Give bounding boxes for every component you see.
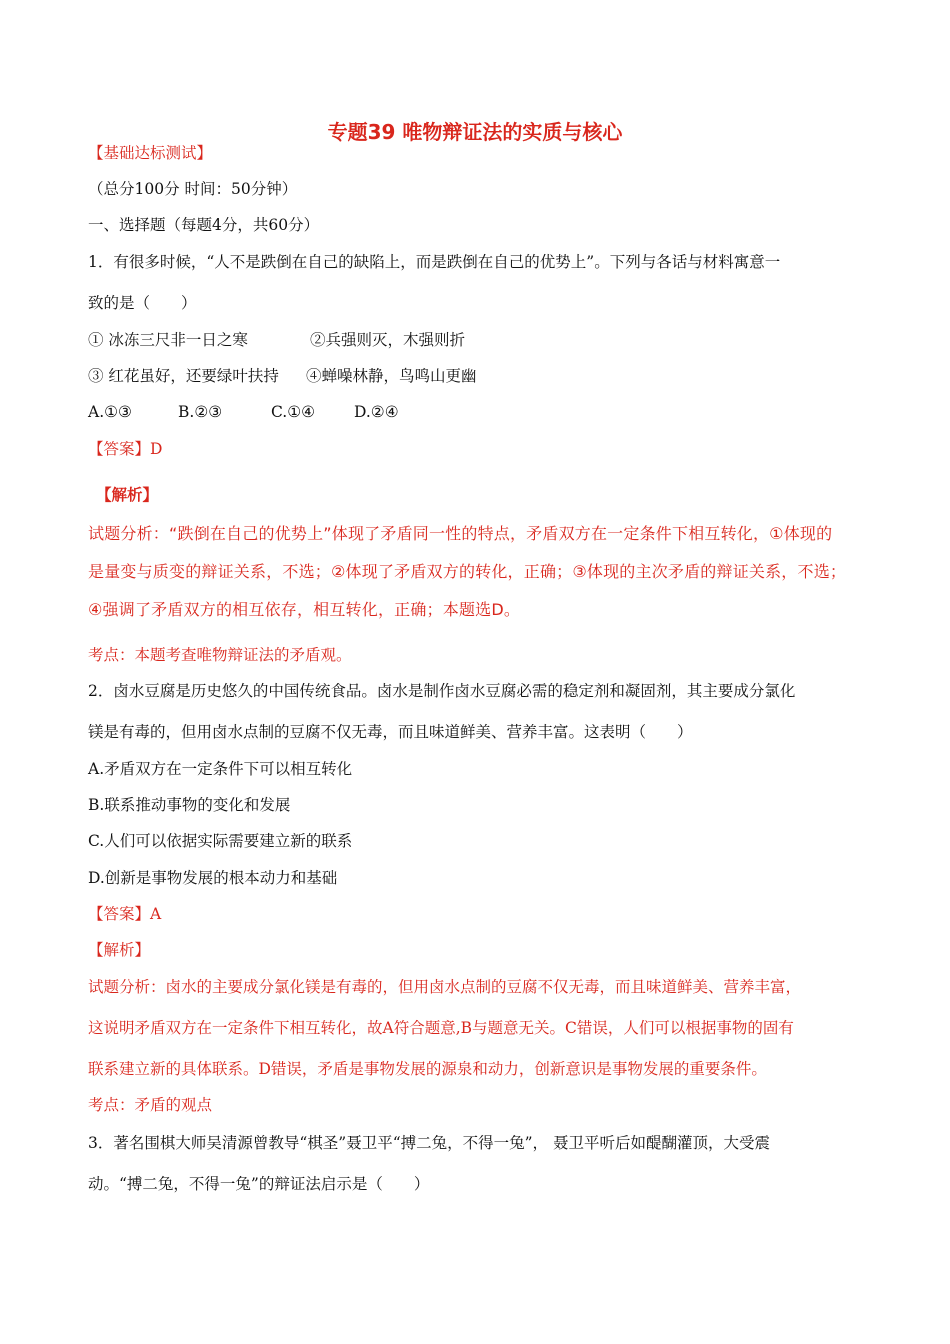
q2-analysis-label: 【解析】 (88, 941, 151, 959)
q2-answer: 【答案】A (88, 905, 162, 923)
q1-option-c: C.①④ (271, 403, 316, 421)
q1-answer: 【答案】D (88, 440, 163, 458)
q2-option-b: B.联系推动事物的变化和发展 (88, 796, 291, 814)
q1-item-3: ③ 红花虽好，还要绿叶扶持 (88, 367, 279, 385)
q3-stem-line2: 动。“搏二兔，不得一兔”的辩证法启示是（ ） (88, 1175, 430, 1193)
q1-item-4: ④蝉噪林静，鸟鸣山更幽 (306, 367, 477, 385)
q2-option-d: D.创新是事物发展的根本动力和基础 (88, 869, 338, 887)
page-title: 专题39 唯物辩证法的实质与核心 (327, 120, 623, 144)
q2-stem-line2: 镁是有毒的，但用卤水点制的豆腐不仅无毒，而且味道鲜美、营养丰富。这表明（ ） (88, 723, 693, 741)
q1-item-1: ① 冰冻三尺非一日之寒 (88, 331, 248, 349)
q2-analysis-line1: 试题分析：卤水的主要成分氯化镁是有毒的，但用卤水点制的豆腐不仅无毒，而且味道鲜美、营养丰富， (88, 978, 802, 996)
q1-analysis-line2: 是量变与质变的辩证关系，不选；②体现了矛盾双方的转化，正确；③体现的主次矛盾的辩证关系，不选； (88, 562, 847, 581)
q1-items-row1 (88, 330, 465, 350)
part-heading: 一、选择题（每题4分，共60分） (88, 216, 320, 234)
q1-analysis-line1: 试题分析：“跌倒在自己的优势上”体现了矛盾同一性的特点，矛盾双方在一定条件下相互转化，①体现的 (88, 524, 833, 543)
q1-option-d: D.②④ (354, 403, 399, 421)
q1-kaodian: 考点：本题考查唯物辩证法的矛盾观。 (88, 646, 352, 664)
q1-items-row2 (88, 366, 477, 386)
q2-option-c: C.人们可以依据实际需要建立新的联系 (88, 832, 353, 850)
q2-analysis-line2: 这说明矛盾双方在一定条件下相互转化，故A符合题意,B与题意无关。C错误，人们可以根据事物的固有 (88, 1019, 794, 1037)
q1-stem-line2: 致的是（ ） (88, 294, 197, 312)
q2-option-a: A.矛盾双方在一定条件下可以相互转化 (88, 760, 353, 778)
q2-kaodian: 考点：矛盾的观点 (88, 1096, 213, 1114)
q1-item-2: ②兵强则灭，木强则折 (310, 331, 466, 349)
q1-stem-line1: 1．有很多时候，“人不是跌倒在自己的缺陷上，而是跌倒在自己的优势上”。下列与各话与材料寓意一 (88, 253, 781, 271)
q1-option-a: A.①③ (88, 403, 132, 421)
q2-analysis-line3: 联系建立新的具体联系。D错误，矛盾是事物发展的源泉和动力，创新意识是事物发展的重要条件。 (88, 1060, 767, 1078)
q3-stem-line1: 3．著名围棋大师吴清源曾教导“棋圣”聂卫平“搏二兔，不得一兔”， 聂卫平听后如醍醐灌顶，大受震 (88, 1134, 770, 1152)
q1-options (88, 402, 399, 422)
q1-analysis-line3: ④强调了矛盾双方的相互依存，相互转化，正确；本题选D。 (88, 600, 521, 619)
section-tag: 【基础达标测试】 (88, 144, 213, 162)
q1-analysis-label: 【解析】 (96, 485, 159, 504)
exam-meta: （总分100分 时间：50分钟） (88, 180, 298, 198)
q2-stem-line1: 2．卤水豆腐是历史悠久的中国传统食品。卤水是制作卤水豆腐必需的稳定剂和凝固剂，其主要成分氯化 (88, 682, 796, 700)
q1-option-b: B.②③ (178, 403, 223, 421)
